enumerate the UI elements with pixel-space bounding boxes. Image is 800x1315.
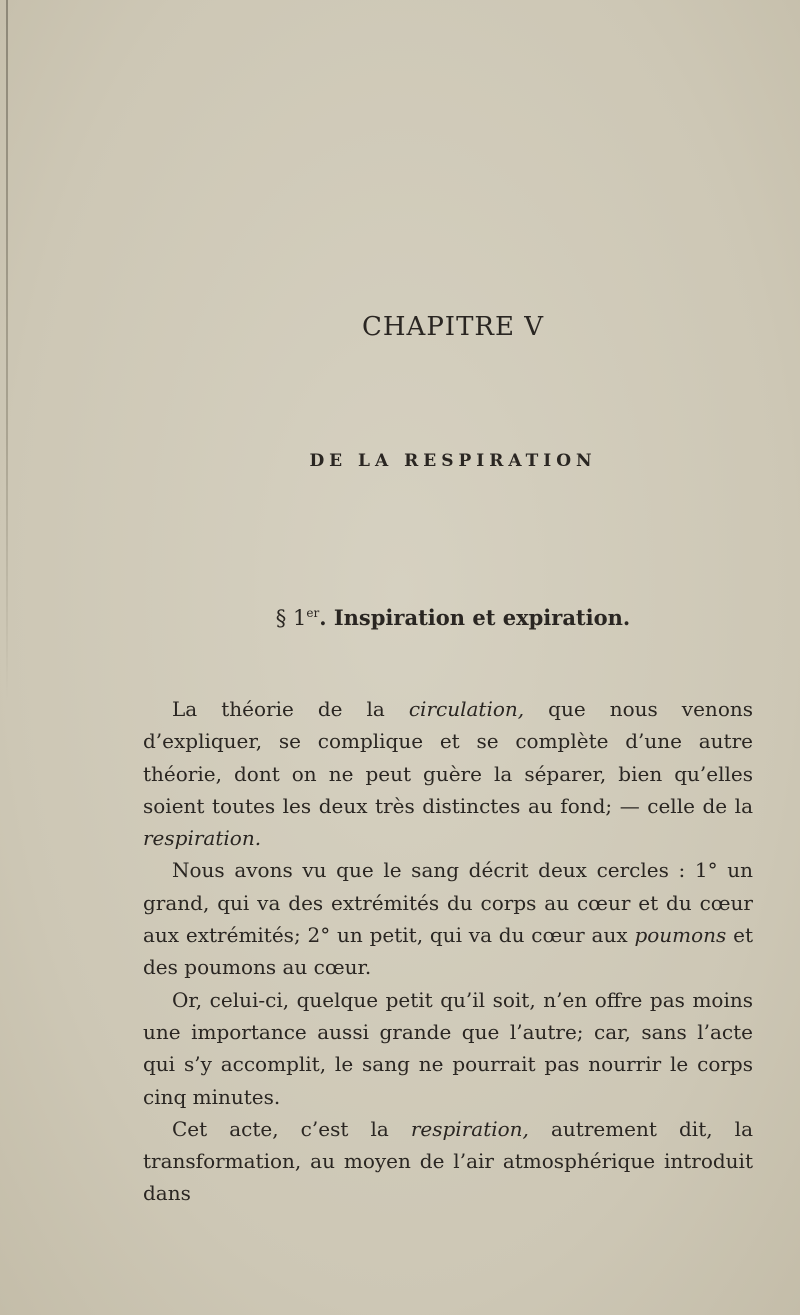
page-edge-shadow [6,0,8,700]
body-text [143,693,753,1210]
chapter-heading: CHAPITRE V [361,312,545,342]
section-title: DE LA RESPIRATION [309,451,597,471]
subsection-heading [0,605,800,630]
section-sign: § [275,606,287,630]
text-run: Cet acte, c’est la [172,1116,411,1141]
subsection-number-suffix: er [306,606,320,620]
paragraph [143,854,753,983]
italic-term: poumons [634,923,727,948]
text-run: Nous avons vu que le sang décrit deux cercles : 1° un grand, qui va des extrémités du corps au cœur et du cœur aux extrémités; 2° un petit, qui va du cœur aux [143,858,753,948]
text-run: que nous venons d’expliquer, se complique et se complète d’une autre théorie, dont on ne peut guère la séparer, bien qu’elles soient toutes les deux très distinctes au fond; — celle de la [143,697,754,818]
paragraph [143,693,753,854]
text-run: autrement dit, la transformation, au moyen de l’air atmosphérique introduit dans [143,1116,753,1206]
paragraph [143,984,753,1113]
text-run: Or, celui-ci, quelque petit qu’il soit, n’en offre pas moins une importance aussi grande que l’autre; car, sans l’acte qui s’y accomplit, le sang ne pourrait pas nourrir le corps cinq minutes. [143,987,753,1109]
italic-term: circulation, [408,697,525,721]
italic-term: respiration. [143,826,262,851]
text-run: et des poumons au cœur. [143,923,753,980]
subsection-number: 1 [292,606,307,630]
paragraph [143,1113,753,1210]
text-run: La théorie de la [172,697,409,721]
italic-term: respiration, [410,1116,529,1141]
subsection-title: . Inspiration et expiration. [319,605,631,630]
